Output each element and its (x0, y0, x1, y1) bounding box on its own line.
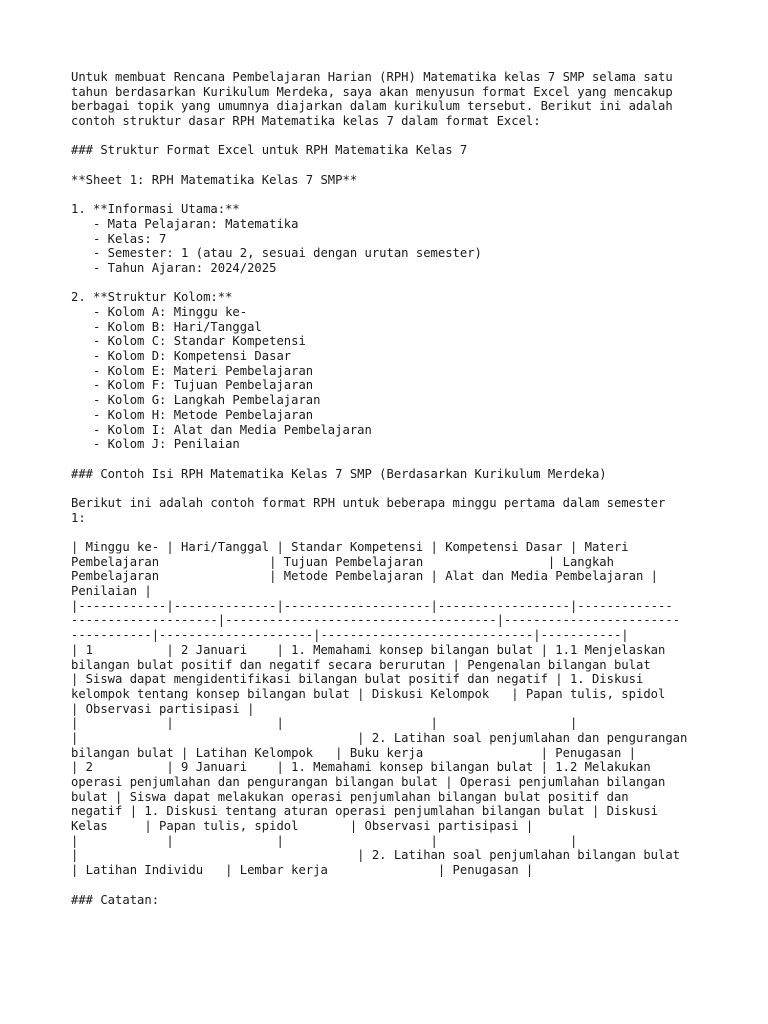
list-item: - Kolom I: Alat dan Media Pembelajaran (71, 422, 372, 437)
table-text-line: --------------------|-------------------------------------|------------------------ (71, 613, 681, 628)
list-item: - Kolom J: Penilaian (71, 437, 240, 452)
text-line: bulat | Siswa dapat melakukan operasi penjumlahan bilangan bulat positif dan (71, 789, 629, 804)
table-text-line: -----------|---------------------|-----------------------------|-----------| (71, 628, 629, 643)
text-line: Pembelajaran | Tujuan Pembelajaran | Langkah (71, 554, 614, 569)
table-text-line: | | 2. Latihan soal penjumlahan bilangan bulat (71, 848, 681, 863)
table-text-line: | | | | | (71, 833, 578, 848)
document-body (71, 70, 711, 907)
table-text-line: | Minggu ke- | Hari/Tanggal | Standar Kompetensi | Kompetensi Dasar | Materi (71, 540, 629, 554)
table-text-line: |------------|--------------|--------------------|------------------|------------- (71, 598, 673, 613)
section-heading: ### Struktur Format Excel untuk RPH Matematika Kelas 7 (71, 143, 468, 158)
list-item: - Tahun Ajaran: 2024/2025 (71, 260, 277, 275)
list-item: - Kelas: 7 (71, 231, 167, 246)
list-item: - Kolom H: Metode Pembelajaran (71, 407, 314, 422)
table-text-line: | Observasi partisipasi | (71, 701, 255, 716)
text-line: berbagai topik yang umumnya diajarkan dalam kurikulum tersebut. Berikut ini adalah (71, 99, 673, 114)
section-heading: ### Catatan: (71, 892, 160, 907)
text-line: Berikut ini adalah contoh format RPH untuk beberapa minggu pertama dalam semester (71, 495, 666, 510)
text-line: 1: (71, 510, 86, 525)
list-item: - Mata Pelajaran: Matematika (71, 216, 299, 231)
table-text-line: | | | | | (71, 716, 578, 731)
list-item: - Kolom C: Standar Kompetensi (71, 334, 306, 349)
text-line: tahun berdasarkan Kurikulum Merdeka, saya akan menyusun format Excel yang mencakup (71, 84, 673, 99)
blank-line (71, 188, 711, 203)
list-item: - Kolom E: Materi Pembelajaran (71, 363, 314, 378)
text-line: Kelas | Papan tulis, spidol | Observasi partisipasi | (71, 819, 534, 834)
list-item: - Semester: 1 (atau 2, sesuai dengan urutan semester) (71, 246, 482, 261)
blank-line (71, 276, 711, 291)
text-line: bilangan bulat positif dan negatif secara berurutan | Pengenalan bilangan bulat (71, 657, 651, 672)
list-item: - Kolom A: Minggu ke- (71, 305, 248, 319)
text-line: operasi penjumlahan dan pengurangan bilangan bulat | Operasi penjumlahan bilangan (71, 775, 666, 789)
sheet-title: **Sheet 1: RPH Matematika Kelas 7 SMP** (71, 172, 358, 187)
table-text-line: | 1 | 2 Januari | 1. Memahami konsep bilangan bulat | 1.1 Menjelaskan (71, 642, 666, 657)
section-heading: ### Contoh Isi RPH Matematika Kelas 7 SMP (Berdasarkan Kurikulum Merdeka) (71, 466, 607, 481)
table-text-line: | Latihan Individu | Lembar kerja | Penugasan | (71, 863, 534, 878)
blank-line (71, 525, 711, 540)
blank-line (71, 129, 711, 144)
text-line: Penilaian | (71, 584, 152, 599)
list-item: - Kolom B: Hari/Tanggal (71, 319, 262, 334)
blank-line (71, 158, 711, 173)
blank-line (71, 481, 711, 496)
text-line: kelompok tentang konsep bilangan bulat | Diskusi Kelompok | Papan tulis, spidol (71, 686, 666, 701)
table-text-line: | Siswa dapat mengidentifikasi bilangan bulat positif dan negatif | 1. Diskusi (71, 672, 644, 687)
text-line: negatif | 1. Diskusi tentang aturan operasi penjumlahan bilangan bulat | Diskusi (71, 804, 658, 819)
table-text-line: | 2 | 9 Januari | 1. Memahami konsep bilangan bulat | 1.2 Melakukan (71, 760, 651, 775)
text-line: bilangan bulat | Latihan Kelompok | Buku kerja | Penugasan | (71, 745, 636, 760)
list-item: - Kolom G: Langkah Pembelajaran (71, 393, 321, 408)
numbered-item: 2. **Struktur Kolom:** (71, 290, 233, 305)
list-item: - Kolom F: Tujuan Pembelajaran (71, 378, 314, 393)
text-line: contoh struktur dasar RPH Matematika kelas 7 dalam format Excel: (71, 114, 541, 129)
table-text-line: | | 2. Latihan soal penjumlahan dan pengurangan (71, 730, 688, 745)
blank-line (71, 452, 711, 467)
blank-line (71, 878, 711, 893)
numbered-item: 1. **Informasi Utama:** (71, 202, 240, 217)
text-line: Untuk membuat Rencana Pembelajaran Harian (RPH) Matematika kelas 7 SMP selama satu (71, 70, 673, 84)
text-line: Pembelajaran | Metode Pembelajaran | Alat dan Media Pembelajaran | (71, 569, 658, 584)
list-item: - Kolom D: Kompetensi Dasar (71, 349, 292, 364)
